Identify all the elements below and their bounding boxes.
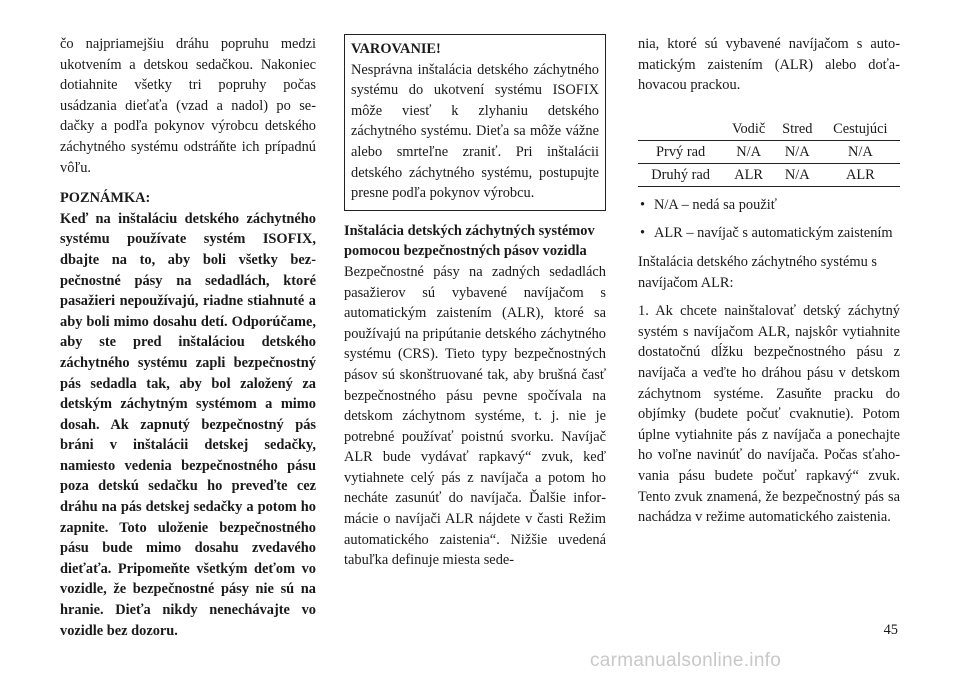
- install-title: Inštalácia detského záchytného systému s navíjačom ALR:: [638, 253, 877, 291]
- table-row: [638, 163, 900, 186]
- watermark: carmanualsonline.info: [590, 650, 782, 671]
- table-cell: N/A: [774, 140, 821, 163]
- legend-list: [638, 195, 900, 244]
- intro-paragraph: čo najpriamejšiu dráhu popruhu medzi ukotvením a detskou sedačkou. Nakoniec dotiahnite všetky tri popruhy počas usádzania dieťaťa (vzad a nadol) po sedačky a podľa pokynov výrobcu detského záchytného systému odstráňte ich prípadnú vôľu.: [60, 36, 316, 176]
- list-item: • N/A – nedá sa použiť: [638, 195, 900, 216]
- right-column: [638, 34, 900, 528]
- table-header-cell: [638, 118, 723, 141]
- table-cell: Druhý rad: [638, 163, 723, 186]
- table-row: [638, 140, 900, 163]
- table-cell: N/A: [723, 140, 774, 163]
- table-cell: ALR: [723, 163, 774, 186]
- table-cell: N/A: [774, 163, 821, 186]
- warning-title: VAROVANIE!: [351, 41, 441, 57]
- table-header-cell: Cestujúci: [821, 118, 900, 141]
- table-cell: Prvý rad: [638, 140, 723, 163]
- table-header-cell: Stred: [774, 118, 821, 141]
- table-header-cell: Vodič: [723, 118, 774, 141]
- middle-column: [344, 34, 606, 571]
- continuation-paragraph: nia, ktoré sú vybavené navíjačom s automatickým zaistením (ALR) alebo doťahovacou prackou.: [638, 36, 900, 94]
- page-number: 45: [883, 622, 898, 638]
- table-header-row: [638, 118, 900, 141]
- section-body: Bezpečnostné pásy na zadných sedadlách pasažierov sú vybavené navíjačom s automatickým zaistením (ALR), ktoré sa používajú na pripútanie detského záchytného systému (CRS). Tieto typy bezpečnostných pásov sú skonštruované tak, aby brušná časť bezpečnostného pásu pevne spočívala na detskom záchytnom systéme, t. j. nie je potrebné používať poistnú svorku. Navíjač ALR bude vydávať rapkavý“ zvuk, keď vytiahnete celý pás z navíjača a potom ho necháte zasunúť do navíjača. Ďalšie informácie o navíjači ALR nájdete v časti Režim automatického zaistenia“. Nižšie uvedená tabuľka definuje miesta sede-: [344, 263, 606, 569]
- step-1-paragraph: 1. Ak chcete nainštalovať detský záchytný systém s navíjačom ALR, najskôr vytiahnite dostatočnú dĺžku bezpečnostného pásu z navíjača a veďte ho dráhou pásu v detskom záchytnom systéme. Zasuňte pracku do objímky (budete počuť cvaknutie). Potom úplne vytiahnite pás z navíjača a ponechajte ho voľne navinúť do navíjača. Počas sťahovania pásu budete počuť rapkavý“ zvuk. Tento zvuk znamená, že bezpečnostný pás sa nachádza v režime automatického zaistenia.: [638, 303, 900, 526]
- warning-box: [344, 34, 606, 211]
- table-cell: N/A: [821, 140, 900, 163]
- table-cell: ALR: [821, 163, 900, 186]
- warning-body: Nesprávna inštalácia detského záchytného systému do ukotvení systému ISOFIX môže viesť k zlyhaniu detského záchytného systému. Dieťa sa môže vážne alebo smrteľne zraniť. Pri inštalácii detského záchytného systému, postupujte presne podľa pokynov výrobcu.: [351, 61, 599, 202]
- left-column: [60, 34, 316, 641]
- note-title: POZNÁMKA:: [60, 190, 151, 207]
- section-title: Inštalácia detských záchytných systémov pomocou bezpečnostných pásov vozidla: [344, 222, 595, 260]
- note-body: Keď na inštaláciu detského záchytného systému používate systém ISOFIX, dbajte na to, aby boli všetky bezpečnostné pásy na sedadlách, ktoré pasažieri nepoužívajú, riadne stiahnuté a aby boli mimo dosahu detí. Odporúčame, aby ste pred inštaláciou detského záchytného systému zapli bezpečnostný pás sedadla tak, aby bol založený za detským záchytným systémom a mimo dosah. Ak zapnutý bezpečnostný pás bráni v inštalácii detskej sedačky, namiesto vedenia bezpečnostného pásu poza detskú sedačku ho preveďte cez dráhu na pás detskej sedačky a potom ho zapnite. Toto uloženie bezpečnostného pásu bude mimo dosahu zvedavého dieťaťa. Pripomeňte všetkým deťom vo vozidle, že bezpečnostné pásy nie sú na hranie. Dieťa nikdy nenechávajte vo vozidle bez dozoru.: [60, 210, 316, 639]
- list-item: • ALR – navíjač s automatickým zaistením: [638, 223, 900, 244]
- seating-table: [638, 118, 900, 187]
